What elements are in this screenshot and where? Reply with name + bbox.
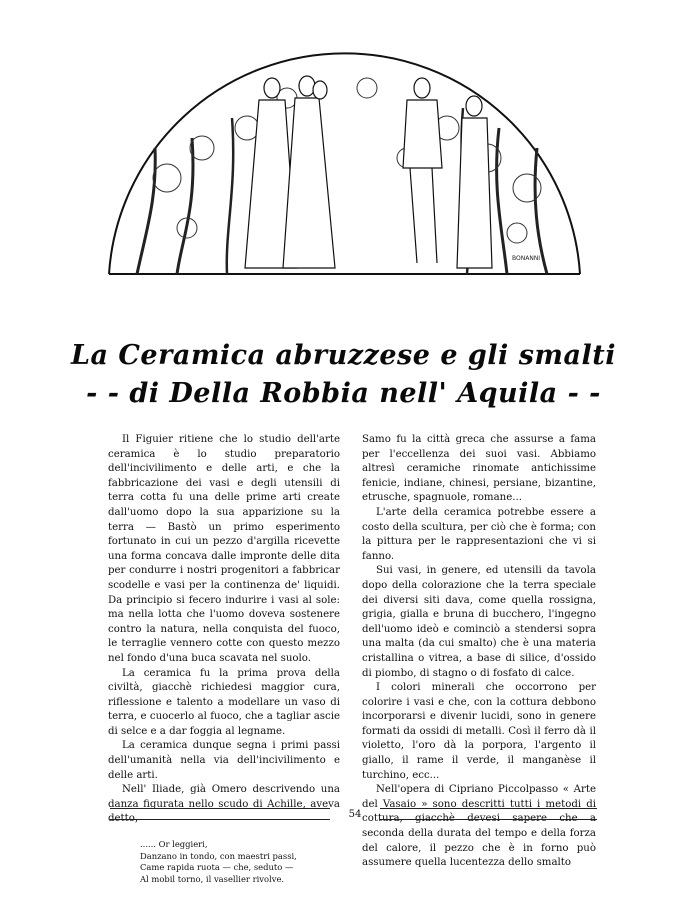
- paragraph: L'arte della ceramica potrebbe essere a costo della scultura, per ciò che è forma; con la pittura per le rappresentazioni che vi si fanno.: [362, 506, 596, 562]
- poem-line: Danzano in tondo, con maestri passi,: [140, 850, 297, 861]
- poem-line: Came rapida ruota — che, seduto —: [140, 862, 294, 873]
- paragraph: Samo fu la città greca che assurse a fama per l'eccellenza dei suoi vasi. Abbiamo altresì ceramiche rinomate antichissime fenicie, indiane, chinesi, persiane, bizantine, etrusche, spagnuole, romane...: [362, 434, 596, 504]
- paragraph: I colori minerali che occorrono per colorire i vasi e che, con la cottura debbono incorporarsi e divenir lucidi, sono in genere formati da ossidi di metalli. Così il ferro dà il violetto, l'oro dà la porpora, l'argento il giallo, il rame il verde, il manganèse il turchino, ecc...: [362, 682, 596, 781]
- poem-quote: [140, 839, 340, 885]
- right-column: [362, 433, 596, 871]
- title-line-1: La Ceramica abruzzese e gli smalti: [71, 340, 616, 371]
- page-footer: [110, 808, 597, 828]
- illustration-signature: BONANNI: [512, 255, 541, 262]
- footer-rule-right: [380, 808, 597, 820]
- footer-rule-left: [110, 808, 330, 820]
- paragraph: La ceramica fu la prima prova della civiltà, giacchè richiedesi maggior cura, riflessione e talento a modellare un vaso di terra, e cuocerlo al fuoco, che a tagliar ascie di selce e a dar foggia al legname.: [108, 667, 340, 737]
- paragraph: Sui vasi, in genere, ed utensili da tavola dopo della colorazione che la terra speciale dei diversi siti dava, come quella rossigna, grigia, gialla e bruna di bucchero, l'ingegno dell'uomo ideò e cominciò a stendersi sopra una malta (da cui smalto) che è una materia cristallina o vitrea, a base di silice, d'ossido di piombo, di stagno o di fosfato di calce.: [362, 565, 596, 679]
- paragraph: Nell' Iliade, già Omero descrivendo una danza figurata nello scudo di Achille, aveva detto,: [108, 784, 340, 825]
- paragraph: Il Figuier ritiene che lo studio dell'arte ceramica è lo studio preparatorio dell'incivilimento e delle arti, e che la fabbricazione dei vasi e degli utensili di terra cotta fu una delle prime arti create dall'uomo dopo la sua apparizione su la terra — Bastò un primo esperimento fortunato in cui un pezzo d'argilla ricevette una forma concava dalle impronte delle dita per condurre i nostri progenitori a fabbricar scodelle e vasi per la continenza de' liquidi. Da principio si fecero indurire i vasi al sole: ma nella lotta che l'uomo doveva sostenere contro la natura, nella conquista del fuoco, le terraglie vennero cotte con questo mezzo nel fondo d'una buca scavata nel suolo.: [108, 434, 340, 664]
- paragraph: La ceramica dunque segna i primi passi dell'umanità nella via dell'incivilimento e delle arti.: [108, 740, 340, 781]
- lunette-illustration: [107, 28, 582, 278]
- poem-line: ...... Or leggieri,: [140, 839, 208, 850]
- title-line-2: - - di Della Robbia nell' Aquila - -: [86, 378, 601, 409]
- poem-line: Al mobil torno, il vasellier rivolve.: [140, 873, 285, 884]
- page-number: 54: [348, 809, 362, 820]
- paragraph: Nell'opera di Cipriano Piccolpasso « Arte del Vasaio » sono descritti tutti i metodi di cottura, giacchè devesi sapere che a seconda della durata del tempo e della forza del calore, il pezzo che è in forno può assumere quella lucentezza dello smalto: [362, 784, 596, 869]
